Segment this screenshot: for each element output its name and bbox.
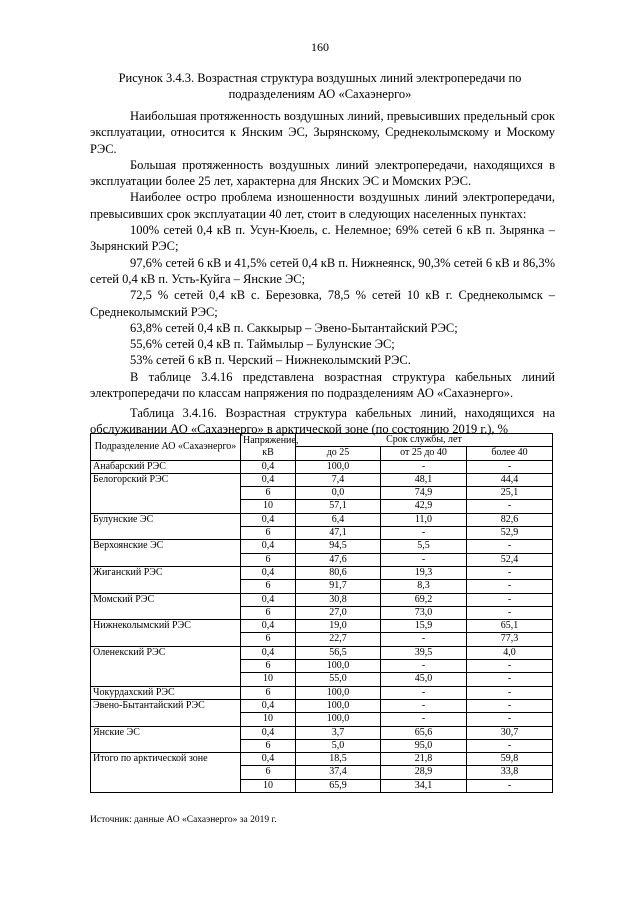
up-to-25-cell: 56,5 <box>296 646 381 659</box>
over-40-cell: 4,0 <box>467 646 553 659</box>
table-row <box>91 540 553 553</box>
header-division: Подразделение АО «Сахаэнерго» <box>91 434 241 461</box>
paragraph: В таблице 3.4.16 представлена возрастная структура кабельных линий электропередачи по классам напряжения по подразделениям АО «Сахаэнерго». <box>90 369 555 401</box>
voltage-cell: 10 <box>241 673 296 686</box>
voltage-cell: 6 <box>241 606 296 619</box>
table-row <box>91 473 553 486</box>
table-row <box>91 753 553 766</box>
voltage-cell: 0,4 <box>241 726 296 739</box>
voltage-cell: 0,4 <box>241 699 296 712</box>
25-to-40-cell: - <box>381 699 467 712</box>
figure-caption: Рисунок 3.4.3. Возрастная структура воздушных линий электропередачи по подразделениям АО «Сахаэнерго» <box>118 71 522 101</box>
over-40-cell: - <box>467 566 553 579</box>
up-to-25-cell: 65,9 <box>296 779 381 792</box>
header-voltage: Напряжение, кВ <box>241 434 296 461</box>
up-to-25-cell: 18,5 <box>296 753 381 766</box>
up-to-25-cell: 22,7 <box>296 633 381 646</box>
25-to-40-cell: - <box>381 633 467 646</box>
up-to-25-cell: 57,1 <box>296 500 381 513</box>
25-to-40-cell: 65,6 <box>381 726 467 739</box>
over-40-cell: - <box>467 580 553 593</box>
25-to-40-cell: 45,0 <box>381 673 467 686</box>
up-to-25-cell: 27,0 <box>296 606 381 619</box>
table-row <box>91 646 553 659</box>
over-40-cell: 44,4 <box>467 473 553 486</box>
division-name: Белогорский РЭС <box>91 473 241 513</box>
voltage-cell: 6 <box>241 739 296 752</box>
over-40-cell: 59,8 <box>467 753 553 766</box>
25-to-40-cell: 69,2 <box>381 593 467 606</box>
over-40-cell: 33,8 <box>467 766 553 779</box>
over-40-cell: - <box>467 500 553 513</box>
age-structure-table <box>90 433 553 793</box>
table-row <box>91 513 553 526</box>
voltage-cell: 6 <box>241 527 296 540</box>
table-title: Таблица 3.4.16. Возрастная структура кабельных линий, находящихся на обслуживании АО «Сахаэнерго» в арктической зоне (по состоянию 2019 г.), % <box>90 406 555 436</box>
over-40-cell: - <box>467 593 553 606</box>
over-40-cell: 52,4 <box>467 553 553 566</box>
up-to-25-cell: 7,4 <box>296 473 381 486</box>
voltage-cell: 0,4 <box>241 593 296 606</box>
up-to-25-cell: 100,0 <box>296 713 381 726</box>
up-to-25-cell: 100,0 <box>296 699 381 712</box>
paragraph: 97,6% сетей 6 кВ и 41,5% сетей 0,4 кВ п. Нижнеянск, 90,3% сетей 6 кВ и 86,3% сетей 0,4 кВ п. Усть-Куйга – Янские ЭС; <box>90 255 555 286</box>
up-to-25-cell: 37,4 <box>296 766 381 779</box>
header-over-40: более 40 <box>467 447 553 460</box>
over-40-cell: - <box>467 779 553 792</box>
header-up-to-25: до 25 <box>296 447 381 460</box>
table-body <box>91 460 553 792</box>
header-service-life: Срок службы, лет <box>296 434 553 447</box>
source-note: Источник: данные АО «Сахаэнерго» за 2019 г. <box>90 815 277 825</box>
division-name: Жиганский РЭС <box>91 566 241 593</box>
up-to-25-cell: 80,6 <box>296 566 381 579</box>
division-name: Итого по арктической зоне <box>91 753 241 793</box>
25-to-40-cell: - <box>381 553 467 566</box>
division-name: Оленекский РЭС <box>91 646 241 686</box>
over-40-cell: - <box>467 540 553 553</box>
over-40-cell: - <box>467 739 553 752</box>
25-to-40-cell: - <box>381 713 467 726</box>
over-40-cell: 25,1 <box>467 487 553 500</box>
25-to-40-cell: 74,9 <box>381 487 467 500</box>
up-to-25-cell: 100,0 <box>296 460 381 473</box>
paragraph: Наибольшая протяженность воздушных линий, превысивших предельный срок эксплуатации, относится к Янским ЭС, Зырянскому, Среднеколымскому и Мoскому РЭС. <box>90 109 555 156</box>
up-to-25-cell: 0,0 <box>296 487 381 500</box>
25-to-40-cell: 5,5 <box>381 540 467 553</box>
division-name: Эвено-Бытантайский РЭС <box>91 699 241 726</box>
over-40-cell: 52,9 <box>467 527 553 540</box>
over-40-cell: - <box>467 686 553 699</box>
up-to-25-cell: 30,8 <box>296 593 381 606</box>
paragraph: Большая протяженность воздушных линий электропередачи, находящихся в эксплуатации более 25 лет, характерна для Янских ЭС и Момских РЭС. <box>90 157 555 189</box>
paragraph: 72,5 % сетей 0,4 кВ с. Березовка, 78,5 % сетей 10 кВ г. Среднеколымск – Среднеколымский РЭС; <box>90 288 555 319</box>
25-to-40-cell: 28,9 <box>381 766 467 779</box>
up-to-25-cell: 100,0 <box>296 660 381 673</box>
25-to-40-cell: 11,0 <box>381 513 467 526</box>
voltage-cell: 0,4 <box>241 473 296 486</box>
table-row <box>91 460 553 473</box>
25-to-40-cell: - <box>381 460 467 473</box>
up-to-25-cell: 55,0 <box>296 673 381 686</box>
paragraph: 53% сетей 6 кВ п. Черский – Нижнеколымский РЭС. <box>130 353 411 368</box>
voltage-cell: 0,4 <box>241 620 296 633</box>
over-40-cell: - <box>467 699 553 712</box>
table-row <box>91 726 553 739</box>
page-number: 160 <box>311 40 329 54</box>
voltage-cell: 10 <box>241 779 296 792</box>
over-40-cell: 77,3 <box>467 633 553 646</box>
table-row <box>91 699 553 712</box>
25-to-40-cell: - <box>381 686 467 699</box>
division-name: Анабарский РЭС <box>91 460 241 473</box>
up-to-25-cell: 94,5 <box>296 540 381 553</box>
voltage-cell: 0,4 <box>241 540 296 553</box>
header-25-to-40: от 25 до 40 <box>381 447 467 460</box>
division-name: Нижнеколымский РЭС <box>91 620 241 647</box>
up-to-25-cell: 100,0 <box>296 686 381 699</box>
up-to-25-cell: 91,7 <box>296 580 381 593</box>
over-40-cell: 30,7 <box>467 726 553 739</box>
voltage-cell: 6 <box>241 553 296 566</box>
25-to-40-cell: 34,1 <box>381 779 467 792</box>
voltage-cell: 0,4 <box>241 646 296 659</box>
up-to-25-cell: 19,0 <box>296 620 381 633</box>
voltage-cell: 6 <box>241 660 296 673</box>
over-40-cell: 65,1 <box>467 620 553 633</box>
25-to-40-cell: - <box>381 527 467 540</box>
25-to-40-cell: 95,0 <box>381 739 467 752</box>
voltage-cell: 6 <box>241 633 296 646</box>
division-name: Чокурдахский РЭС <box>91 686 241 699</box>
25-to-40-cell: 8,3 <box>381 580 467 593</box>
25-to-40-cell: 15,9 <box>381 620 467 633</box>
25-to-40-cell: 73,0 <box>381 606 467 619</box>
voltage-cell: 0,4 <box>241 460 296 473</box>
over-40-cell: - <box>467 606 553 619</box>
up-to-25-cell: 47,1 <box>296 527 381 540</box>
table-row <box>91 593 553 606</box>
25-to-40-cell: 48,1 <box>381 473 467 486</box>
paragraph: 63,8% сетей 0,4 кВ п. Саккырыр – Эвено-Бытантайский РЭС; <box>130 320 458 335</box>
voltage-cell: 6 <box>241 686 296 699</box>
voltage-cell: 6 <box>241 487 296 500</box>
25-to-40-cell: 19,3 <box>381 566 467 579</box>
voltage-cell: 10 <box>241 713 296 726</box>
division-name: Верхоянские ЭС <box>91 540 241 567</box>
25-to-40-cell: 42,9 <box>381 500 467 513</box>
25-to-40-cell: 39,5 <box>381 646 467 659</box>
voltage-cell: 0,4 <box>241 753 296 766</box>
over-40-cell: - <box>467 660 553 673</box>
table-row <box>91 686 553 699</box>
voltage-cell: 0,4 <box>241 513 296 526</box>
table-row <box>91 620 553 633</box>
division-name: Булунские ЭС <box>91 513 241 540</box>
up-to-25-cell: 3,7 <box>296 726 381 739</box>
over-40-cell: - <box>467 713 553 726</box>
25-to-40-cell: 21,8 <box>381 753 467 766</box>
voltage-cell: 0,4 <box>241 566 296 579</box>
voltage-cell: 6 <box>241 580 296 593</box>
over-40-cell: 82,6 <box>467 513 553 526</box>
over-40-cell: - <box>467 673 553 686</box>
voltage-cell: 6 <box>241 766 296 779</box>
division-name: Янские ЭС <box>91 726 241 753</box>
body-text <box>90 108 555 401</box>
up-to-25-cell: 47,6 <box>296 553 381 566</box>
up-to-25-cell: 6,4 <box>296 513 381 526</box>
over-40-cell: - <box>467 460 553 473</box>
paragraph: 55,6% сетей 0,4 кВ п. Таймылыр – Булунские ЭС; <box>130 337 395 352</box>
25-to-40-cell: - <box>381 660 467 673</box>
voltage-cell: 10 <box>241 500 296 513</box>
table-row <box>91 566 553 579</box>
up-to-25-cell: 5,0 <box>296 739 381 752</box>
paragraph: Наиболее остро проблема изношенности воздушных линий электропередачи, превысивших срок эксплуатации 40 лет, стоит в следующих населенных пунктах: <box>90 190 555 221</box>
paragraph: 100% сетей 0,4 кВ п. Усун-Кюель, с. Нелемное; 69% сетей 6 кВ п. Зырянка – Зырянский РЭС; <box>90 223 555 254</box>
division-name: Момский РЭС <box>91 593 241 620</box>
